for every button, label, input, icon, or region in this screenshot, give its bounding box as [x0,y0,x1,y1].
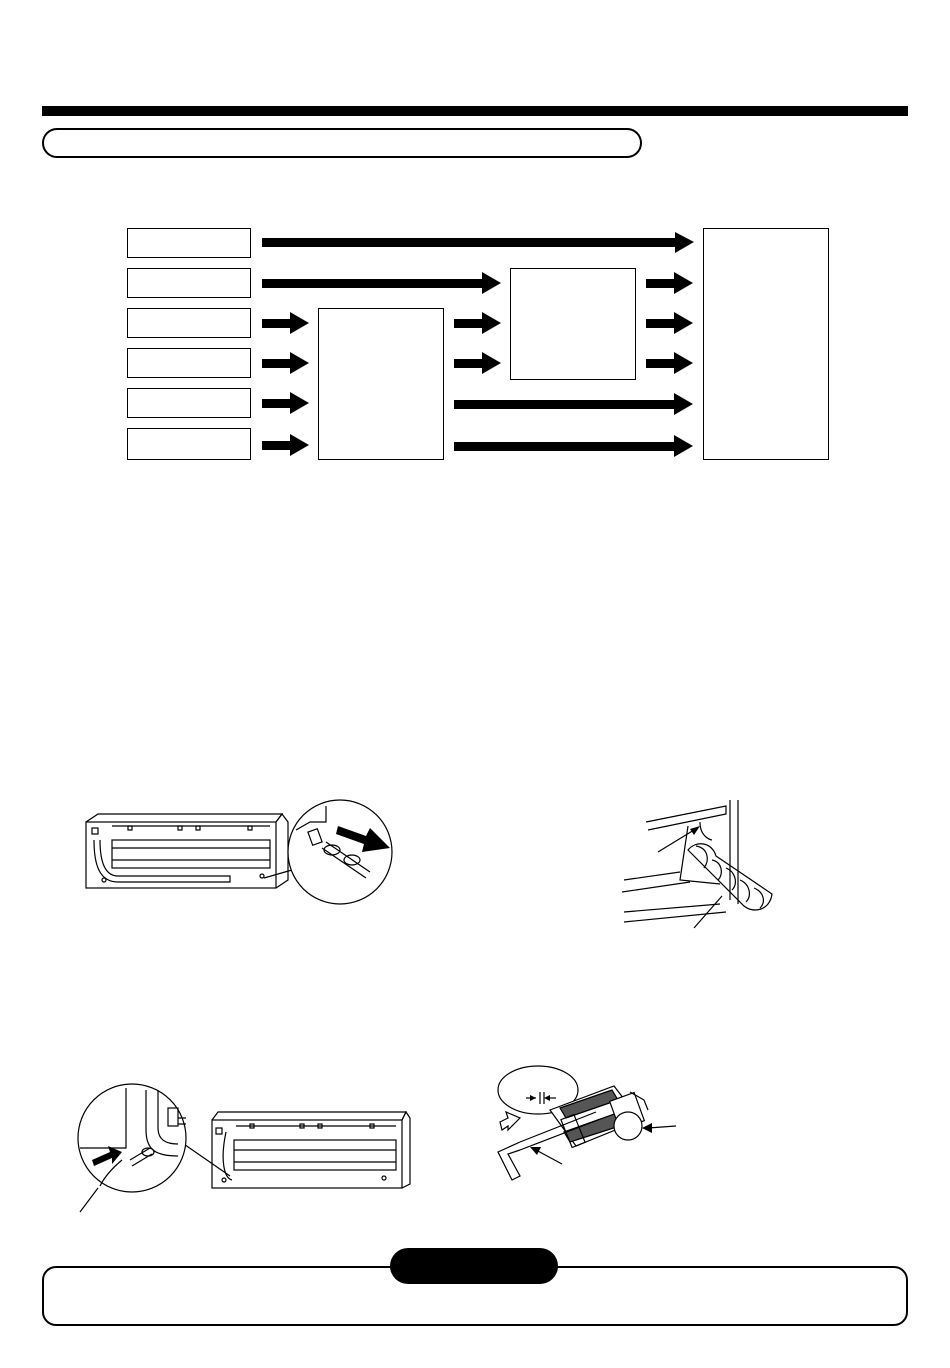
illustration-hose-disconnect [86,800,392,904]
illustration-hex-wrench [498,1066,676,1180]
flow-arrow [262,392,309,414]
flow-arrow [262,352,309,374]
flow-arrows [262,232,694,457]
flow-arrow [646,352,693,374]
flow-arrow [646,312,693,334]
flow-arrow [262,312,309,334]
flow-arrow [454,312,501,334]
flow-arrow [262,272,501,294]
flow-arrow [454,393,693,415]
flow-arrow [454,352,501,374]
flow-arrow [262,232,694,253]
illustration-hose-connect [78,1084,410,1212]
note-label [390,1248,558,1284]
flow-arrow [646,272,693,294]
illustration-wall-pipe [622,800,772,928]
flow-arrow [262,434,309,456]
flow-arrow [454,435,693,457]
